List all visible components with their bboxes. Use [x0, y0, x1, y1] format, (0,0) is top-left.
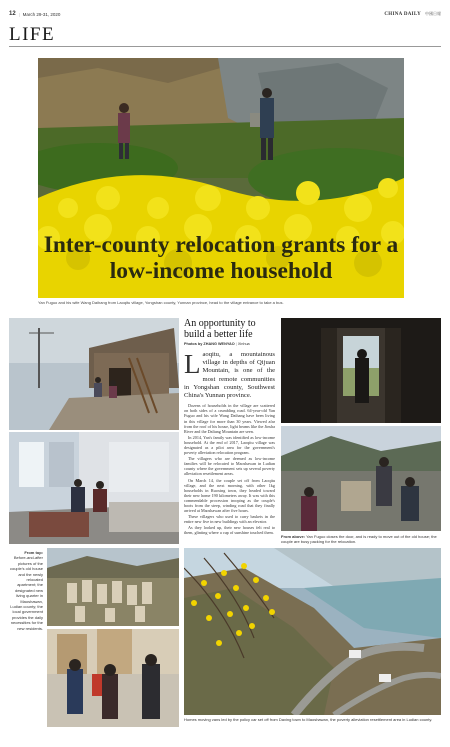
article-paragraph: As they looked up, their new houses felt real to them, glinting where a cup of sunshine touched them.: [184, 525, 275, 536]
byline: Photos by ZHANG WENYAO | Xinhua: [184, 342, 250, 346]
byline-outlet: Xinhua: [237, 342, 250, 346]
packing-photo: [281, 426, 441, 531]
caption-right-label: From above:: [281, 534, 306, 539]
packing-illustration: [281, 426, 441, 531]
article-paragraph: These villagers who used to carry baskets in the entire new five in new buildings with an elevator.: [184, 514, 275, 525]
new-apartment-illustration: [9, 432, 179, 544]
brand-name: CHINA DAILY: [384, 11, 421, 17]
necessities-photo: [47, 629, 179, 727]
article-paragraph: On March 14, the couple set off from Laoqitu village, and the next morning, with other 1kg households in Ruoxing town, they headed toward their new home 190 kilometers away. It was with this commendable procession trooping as the couple's boots from the steep, winding road that they finally arrived at Maoshawan after five hours.: [184, 477, 275, 514]
section-title: LIFE: [9, 24, 56, 45]
page-number: 12: [9, 11, 16, 17]
issue-date: March 29-31, 2020: [22, 11, 61, 17]
caption-left-text: Before-and-after pictures of the couple's old house and the newly relocated apartment; the designated new living quarter in Maoshawan, Ludian county; the local government provides the daily necessities for the new residents.: [9, 555, 43, 631]
header-brand: [384, 11, 441, 17]
caption-left-label: From top:: [24, 550, 43, 555]
resettlement-area-photo: [47, 548, 179, 626]
byline-label: Photos by: [184, 342, 203, 346]
necessities-illustration: [47, 629, 179, 727]
article-paragraph: Dozens of households in the village are scattered on both sides of a crumbling road. 64-year-old Yan Fuguo and his wife Wang Daihang have been living in this village for more than 30 years. Viewed afar from the roof of his house, light beams like the Jinsha River and the Daliang Mountain are seen.: [184, 403, 275, 434]
old-house-illustration: [9, 318, 179, 430]
caption-bottom: Homes moving vans led by the policy car set off from Daxing town to Maoshawan, the poverty alleviation resettlement area in Ludian county.: [184, 717, 433, 722]
hero-caption: Yan Fuguo and his wife Wang Daihang from Laoqitu village, Yongshan county, Yunnan province, head to the village entrance to take a bus.: [38, 300, 284, 305]
headline: Inter-county relocation grants for a low-income household: [43, 232, 399, 284]
new-apartment-photo: [9, 432, 179, 544]
header-rule: [9, 46, 441, 47]
old-house-photo: [9, 318, 179, 430]
resettlement-area-illustration: [47, 548, 179, 626]
brand-name-cn: 中國日報: [425, 11, 441, 16]
article-paragraph: The villagers who are deemed as low-income families will be relocated to Maoshawan in Ludian county where the government sets up several poverty alleviation resettlement areas.: [184, 456, 275, 477]
header-divider: |: [18, 11, 20, 17]
drop-cap: L: [184, 351, 201, 379]
door-illustration: [281, 318, 441, 423]
article-body: [184, 351, 275, 547]
caption-right: [281, 534, 441, 544]
article-lede: [184, 351, 275, 400]
road-photo: [184, 548, 441, 715]
road-illustration: [184, 548, 441, 715]
byline-name: ZHANG WENYAO: [203, 342, 235, 346]
lede-text: aoqitu, a mountainous village in depths of Qijuan Mountain, is one of the most remote communities in Yongshan county, Southwest China's Yunnan province.: [184, 351, 275, 400]
article-paragraph: In 2014, Yan's family was identified as low-income household. At the end of 2017, Laoqitu village was designated as a pilot area for the government's poverty alleviation relocation program.: [184, 434, 275, 456]
caption-right-text: Yan Fuguo closes the door, and is ready to move out of the old house; the couple are busy packing for the relocation.: [281, 534, 437, 544]
page-header: [9, 9, 441, 19]
door-photo: [281, 318, 441, 423]
caption-left: [9, 550, 43, 631]
article-kicker: An opportunity to build a better life: [184, 318, 256, 340]
